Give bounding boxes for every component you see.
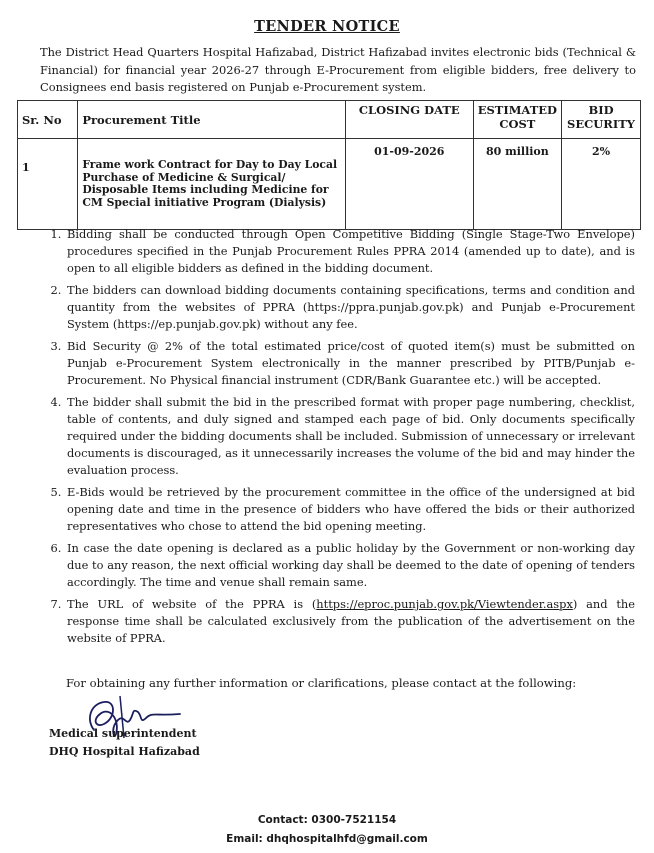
clause-7-prefix: The URL of website of the PPRA is ( <box>67 597 317 611</box>
clause-item: 2. The bidders can download bidding documents containing specifications, terms and condition and quantity from the websites of PPRA (https://ppra.punjab.gov.pk) and Punjab e-Procurement System (https://ep.punjab.gov.pk) without any fee. <box>65 282 635 333</box>
table-row <box>18 139 641 230</box>
header-sr-no: Sr. No <box>18 101 78 139</box>
clause-item: 4. The bidder shall submit the bid in the prescribed format with proper page numbering, checklist, table of contents, and duly signed and stamped each page of bid. Only documents specifically required under the bidding documents shall be included. Submission of unnecessary or irrelevant documents is discouraged, as it unnecessarily increases the volume of the bid and may hinder the evaluation process. <box>65 394 635 479</box>
clause-item: 3. Bid Security @ 2% of the total estimated price/cost of quoted item(s) must be submitted on Punjab e-Procurement System electronically in the manner prescribed by PITB/Punjab e-Procurement. No Physical financial instrument (CDR/Bank Guarantee etc.) will be accepted. <box>65 338 635 389</box>
signatory-block <box>49 725 200 761</box>
signatory-designation: Medical superintendent <box>49 727 197 740</box>
ppra-viewtender-link[interactable]: https://eproc.punjab.gov.pk/Viewtender.aspx <box>316 597 573 611</box>
tender-table <box>17 100 641 230</box>
cell-closing-date: 01-09-2026 <box>345 139 473 230</box>
footer-contact-block <box>0 811 654 849</box>
header-procurement-title: Procurement Title <box>78 101 346 139</box>
intro-paragraph: The District Head Quarters Hospital Hafizabad, District Hafizabad invites electronic bids (Technical & Financial) for financial year 2026-27 through E-Procurement from eligible bidders, free delivery to Consignees end basis registered on Punjab e-Procurement system. <box>40 45 636 94</box>
cell-procurement-title: Frame work Contract for Day to Day Local Purchase of Medicine & Surgical/ Disposable Items including Medicine for CM Special initiative Program (Dialysis) <box>78 139 346 230</box>
clause-item: 6. In case the date opening is declared as a public holiday by the Government or non-working day due to any reason, the next official working day shall be deemed to the date of opening of tenders accordingly. The time and venue shall remain same. <box>65 540 635 591</box>
header-estimated-cost: ESTIMATED COST <box>473 101 561 139</box>
clause-item: 5. E-Bids would be retrieved by the procurement committee in the office of the undersigned at bid opening date and time in the presence of bidders who have offered the bids or their authorized representatives who chose to attend the bid opening meeting. <box>65 484 635 535</box>
clause-7-suffix: ) and the response time shall be calculated exclusively from the publication of the advertisement on the website of PPRA. <box>67 597 635 645</box>
table-header-row <box>18 101 641 139</box>
cell-bid-security: 2% <box>562 139 641 230</box>
clause-item: 1. Bidding shall be conducted through Open Competitive Bidding (Single Stage-Two Envelope) procedures specified in the Punjab Procurement Rules PPRA 2014 (amended up to date), and is open to all eligible bidders as defined in the bidding document. <box>65 226 635 277</box>
page-title: TENDER NOTICE <box>254 18 400 35</box>
header-bid-security: BID SECURITY <box>562 101 641 139</box>
footer-phone: Contact: 0300-7521154 <box>257 814 397 826</box>
contact-instruction: For obtaining any further information or clarifications, please contact at the following: <box>66 676 577 690</box>
cell-estimated-cost: 80 million <box>473 139 561 230</box>
clause-item <box>65 596 635 647</box>
cell-sr-no: 1 <box>18 139 78 230</box>
signatory-office: DHQ Hospital Hafizabad <box>49 745 200 758</box>
footer-email: Email: dhqhospitalhfd@gmail.com <box>226 833 428 845</box>
header-closing-date: CLOSING DATE <box>345 101 473 139</box>
clauses-list <box>40 226 635 652</box>
